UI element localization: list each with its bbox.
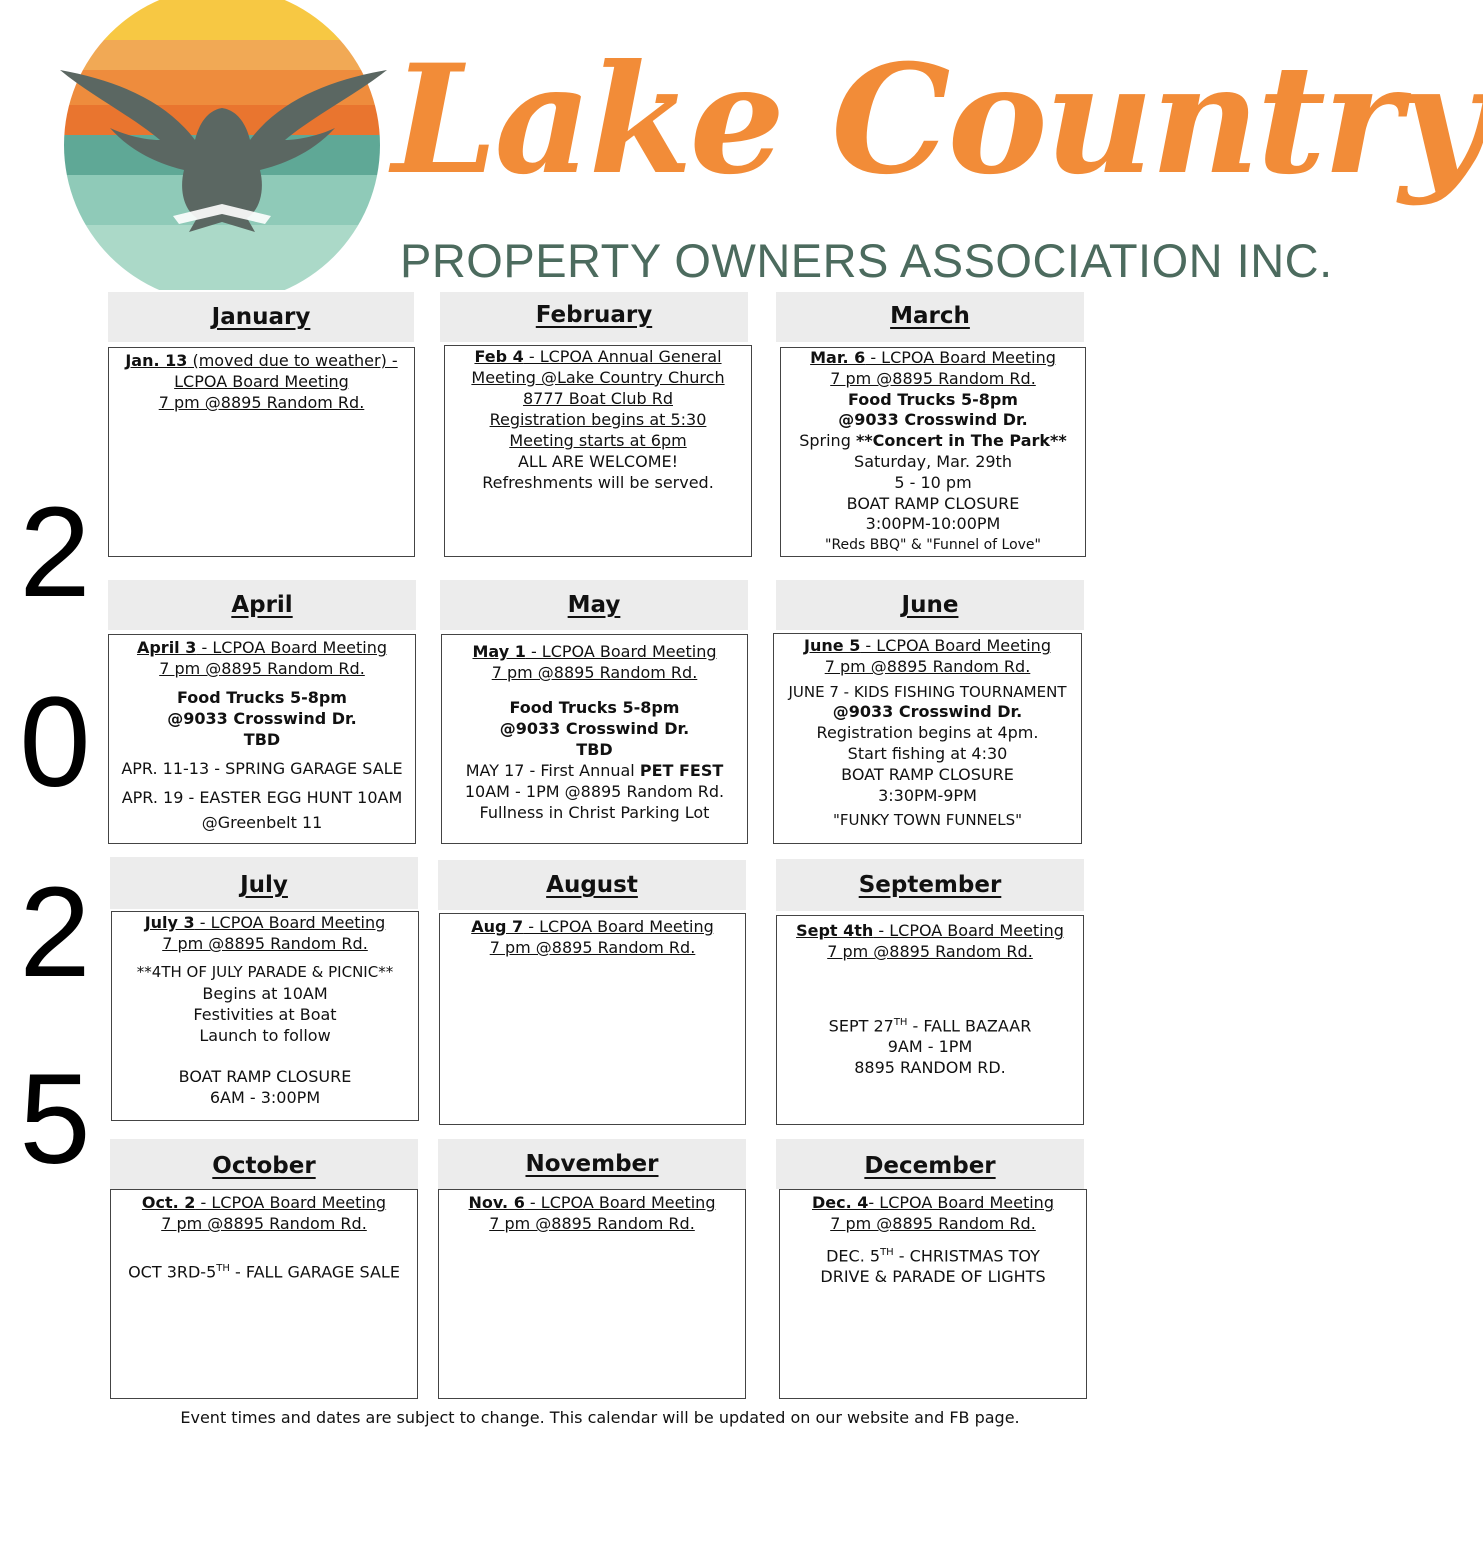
event-line	[780, 1242, 1086, 1266]
month-box-april	[108, 634, 416, 844]
event-line	[111, 1258, 417, 1282]
event-line	[109, 350, 414, 371]
event-date: Spring	[799, 431, 856, 451]
month-title: January	[211, 304, 311, 330]
event-line: 9AM - 1PM	[887, 1037, 973, 1057]
event-date: MAY 17 - First Annual	[465, 761, 640, 780]
event-line: 6AM - 3:00PM	[209, 1088, 321, 1107]
month-title: February	[535, 302, 653, 328]
event-line: Saturday, Mar. 29th	[854, 451, 1012, 471]
event-line	[780, 1192, 1086, 1213]
year-digit: 2	[19, 861, 91, 1004]
event-line: @9033 Crosswind Dr.	[167, 709, 357, 728]
event-text: PET FEST	[639, 761, 724, 780]
month-title: July	[240, 872, 288, 898]
event-line	[109, 637, 415, 658]
event-text: - LCPOA Annual General	[523, 347, 722, 366]
month-header-june	[776, 580, 1084, 630]
month-box-december	[779, 1189, 1087, 1399]
month-header-july	[110, 857, 418, 909]
event-line: 7 pm @8895 Random Rd.	[489, 1214, 695, 1233]
event-line: DRIVE & PARADE OF LIGHTS	[820, 1267, 1046, 1287]
event-line: 7 pm @8895 Random Rd.	[158, 393, 365, 412]
event-line	[777, 1012, 1083, 1036]
event-line	[440, 916, 745, 937]
month-box-march	[780, 347, 1086, 557]
event-line: Registration begins at 5:30	[489, 410, 707, 429]
year-digit: 5	[19, 1048, 91, 1191]
event-date: Oct. 2	[141, 1193, 196, 1212]
event-line: TBD	[243, 730, 281, 749]
event-line: 7 pm @8895 Random Rd.	[489, 938, 696, 957]
month-box-may	[441, 634, 748, 844]
event-line: APR. 11-13 - SPRING GARAGE SALE	[121, 759, 403, 778]
event-line: 7 pm @8895 Random Rd.	[830, 1214, 1036, 1233]
event-line: 7 pm @8895 Random Rd.	[159, 659, 365, 678]
month-title: June	[901, 592, 959, 618]
brand-subtitle: PROPERTY OWNERS ASSOCIATION INC.	[400, 234, 1333, 287]
month-box-november	[438, 1189, 746, 1399]
event-line: TBD	[576, 740, 613, 759]
event-line	[445, 346, 751, 367]
event-line: Food Trucks 5-8pm	[177, 688, 347, 707]
event-date: SEPT 27	[828, 1016, 894, 1036]
event-text: - LCPOA Board Meeting	[195, 1193, 387, 1212]
event-line: 7 pm @8895 Random Rd.	[161, 1214, 367, 1233]
event-line	[112, 912, 418, 933]
event-date: Feb 4	[474, 347, 524, 366]
event-text: - LCPOA Board Meeting	[860, 636, 1051, 655]
month-title: September	[858, 872, 1002, 898]
superscript: TH	[216, 1263, 230, 1274]
event-date: Aug 7	[471, 917, 524, 936]
event-line: 7 pm @8895 Random Rd.	[491, 663, 698, 682]
footer-disclaimer: Event times and dates are subject to change. This calendar will be updated on our website and FB page.	[180, 1408, 1020, 1427]
event-line: BOAT RAMP CLOSURE	[846, 493, 1020, 513]
event-text: - LCPOA Board Meeting	[194, 913, 386, 932]
event-line	[442, 641, 747, 662]
month-header-april	[108, 580, 416, 630]
year-digit: 0	[19, 671, 91, 814]
eagle-sunset-icon	[55, 0, 390, 290]
month-header-october	[110, 1139, 418, 1189]
month-title: May	[567, 592, 621, 618]
event-line: Begins at 10AM	[202, 984, 328, 1003]
event-line: 7 pm @8895 Random Rd.	[824, 656, 1031, 676]
month-title: October	[212, 1153, 316, 1179]
superscript: TH	[893, 1017, 908, 1028]
event-line: 7 pm @8895 Random Rd.	[827, 942, 1033, 961]
event-line: @9033 Crosswind Dr.	[838, 410, 1028, 430]
event-line: Start fishing at 4:30	[847, 743, 1008, 763]
event-line: 7 pm @8895 Random Rd.	[830, 368, 1036, 388]
event-text: - LCPOA Board Meeting	[523, 917, 714, 936]
event-line	[774, 636, 1081, 657]
month-box-february	[444, 345, 752, 557]
event-line: Festivities at Boat	[193, 1005, 337, 1024]
event-line: APR. 19 - EASTER EGG HUNT 10AM	[121, 788, 403, 807]
event-line: BOAT RAMP CLOSURE	[841, 764, 1014, 784]
event-line: ALL ARE WELCOME!	[517, 452, 679, 471]
event-line: BOAT RAMP CLOSURE	[178, 1067, 352, 1086]
month-title: November	[525, 1151, 659, 1177]
month-title: December	[864, 1153, 996, 1179]
event-date: May 1	[472, 642, 526, 661]
event-line: Meeting starts at 6pm	[509, 431, 687, 450]
month-box-september	[776, 915, 1084, 1125]
event-date: Nov. 6	[468, 1193, 525, 1212]
event-date: DEC. 5	[826, 1246, 881, 1266]
superscript: TH	[880, 1247, 894, 1258]
event-line	[781, 348, 1085, 369]
event-date: Mar. 6	[810, 348, 866, 367]
event-text: **Concert in The Park**	[855, 431, 1067, 451]
event-date: Dec. 4	[812, 1193, 869, 1212]
event-line: 3:30PM-9PM	[878, 785, 977, 805]
event-date: Jan. 13	[125, 351, 188, 370]
month-title: April	[231, 592, 293, 618]
event-line: Launch to follow	[199, 1026, 331, 1045]
month-box-october	[110, 1189, 418, 1399]
event-text: - CHRISTMAS TOY	[893, 1246, 1040, 1266]
month-header-september	[776, 859, 1084, 911]
event-date: OCT 3RD-5	[128, 1262, 217, 1282]
event-line: Food Trucks 5-8pm	[848, 389, 1018, 409]
event-line: "FUNKY TOWN FUNNELS"	[832, 811, 1023, 830]
event-text: - FALL BAZAAR	[907, 1016, 1032, 1036]
event-date: Sept 4th	[796, 921, 874, 940]
month-header-march	[776, 292, 1084, 342]
month-title: March	[890, 303, 970, 329]
event-line: Registration begins at 4pm.	[816, 723, 1039, 743]
year-digit: 2	[19, 481, 91, 624]
event-line: 3:00PM-10:00PM	[865, 514, 1001, 534]
event-line: Refreshments will be served.	[482, 473, 714, 492]
month-header-february	[440, 292, 748, 342]
event-line: 8777 Boat Club Rd	[522, 389, 673, 408]
event-line: @9033 Crosswind Dr.	[832, 702, 1023, 722]
event-text: - LCPOA Board Meeting	[873, 921, 1064, 940]
month-header-january	[108, 292, 414, 342]
event-date: June 5	[804, 636, 861, 655]
event-line: **4TH OF JULY PARADE & PICNIC**	[136, 963, 394, 981]
event-text: - LCPOA Board Meeting	[196, 638, 388, 657]
event-date: April 3	[136, 638, 197, 657]
month-title: August	[546, 872, 638, 898]
event-line: Food Trucks 5-8pm	[509, 698, 680, 717]
event-text: - FALL GARAGE SALE	[229, 1262, 400, 1282]
event-line	[439, 1192, 745, 1213]
event-text: - LCPOA Board Meeting	[865, 348, 1056, 367]
month-header-november	[438, 1139, 746, 1189]
event-line: 5 - 10 pm	[894, 472, 972, 492]
event-line: 10AM - 1PM @8895 Random Rd.	[464, 782, 725, 801]
month-header-december	[776, 1139, 1084, 1189]
event-line	[111, 1192, 417, 1213]
event-line: 8895 RANDOM RD.	[854, 1058, 1006, 1078]
event-line	[777, 920, 1083, 941]
event-text: - LCPOA Board Meeting	[525, 642, 717, 661]
month-header-august	[438, 860, 746, 910]
event-line: Fullness in Christ Parking Lot	[479, 803, 710, 822]
event-text: - LCPOA Board Meeting	[524, 1193, 716, 1212]
event-line: @9033 Crosswind Dr.	[499, 719, 690, 738]
event-line	[781, 431, 1085, 452]
event-text: - LCPOA Board Meeting	[868, 1193, 1054, 1212]
month-box-january	[108, 347, 415, 557]
event-line: @Greenbelt 11	[201, 813, 323, 832]
event-line: JUNE 7 - KIDS FISHING TOURNAMENT	[788, 682, 1067, 701]
month-box-july	[111, 911, 419, 1121]
event-line	[442, 760, 747, 781]
event-date: July 3	[144, 913, 195, 932]
month-header-may	[440, 580, 748, 630]
brand-script-name: Lake Country	[392, 32, 1483, 208]
event-line: "Reds BBQ" & "Funnel of Love"	[825, 537, 1041, 554]
event-text: (moved due to weather) -	[187, 351, 398, 370]
event-line: Meeting @Lake Country Church	[471, 368, 725, 387]
month-box-june	[773, 633, 1082, 844]
event-line: LCPOA Board Meeting	[174, 372, 349, 391]
month-box-august	[439, 913, 746, 1125]
event-line: 7 pm @8895 Random Rd.	[162, 934, 368, 953]
